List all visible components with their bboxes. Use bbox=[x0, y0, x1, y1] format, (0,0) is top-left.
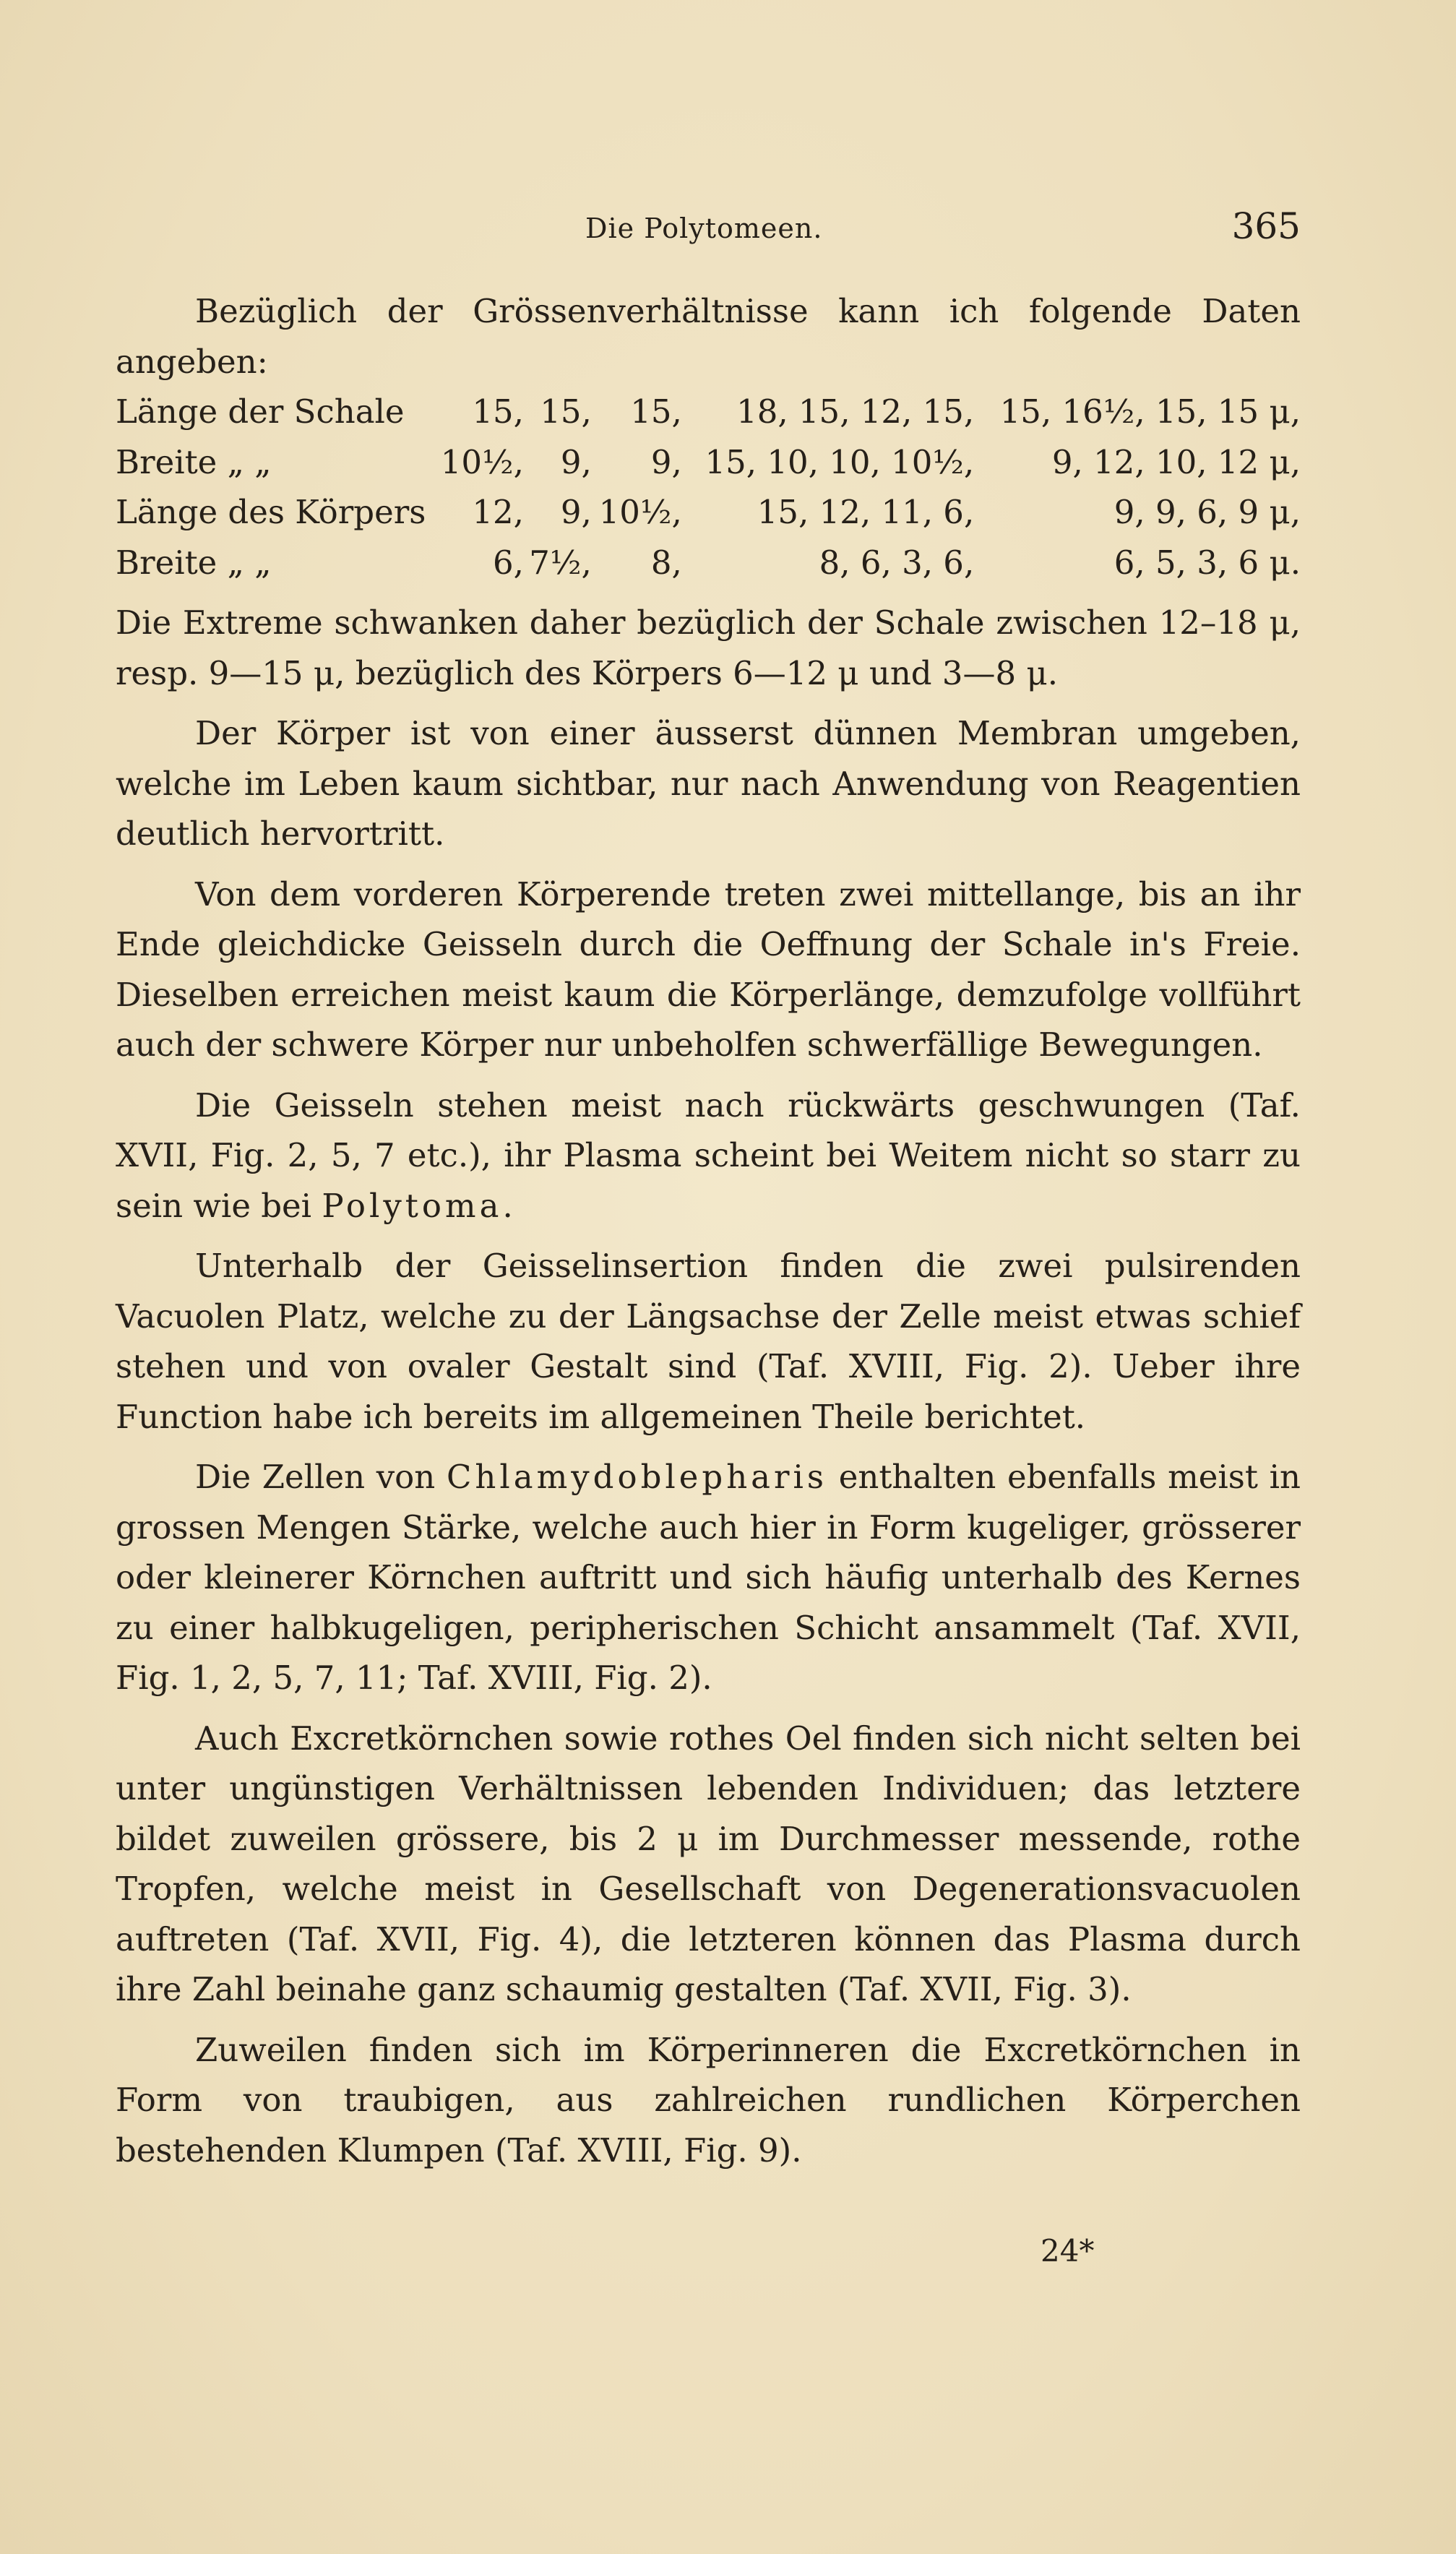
row-label: Länge der Schale bbox=[116, 392, 405, 431]
table-cell: 8, bbox=[650, 543, 682, 582]
table-cell: 9, bbox=[650, 442, 682, 481]
table-cell: 15, bbox=[472, 392, 524, 431]
body-text bbox=[116, 286, 1301, 2175]
genus-name: Polytoma bbox=[322, 1186, 503, 1225]
paragraph-starch bbox=[116, 1452, 1301, 1703]
genus-name: Chlamydoblepharis bbox=[446, 1458, 828, 1496]
paragraph-clumps: Zuweilen finden sich im Körperinneren die Excretkörnchen in Form von traubigen, aus zahlreichen rundlichen Körperchen bestehenden Klumpen (Taf. XVIII, Fig. 9). bbox=[116, 2030, 1301, 2170]
table-cell: 6, 5, 3, 6 μ. bbox=[1113, 543, 1301, 582]
table-row bbox=[116, 487, 1301, 538]
table-cell: 8, 6, 3, 6, bbox=[819, 543, 975, 582]
page-header bbox=[116, 205, 1301, 249]
table-cell: 9, 12, 10, 12 μ, bbox=[1051, 442, 1301, 481]
paragraph-plasma bbox=[116, 1080, 1301, 1231]
paragraph-vacuoles: Unterhalb der Geisselinsertion finden die zwei pulsirenden Vacuolen Platz, welche zu der Längsachse der Zelle meist etwas schief stehen und von ovaler Gestalt sind (Taf. XVIII, Fig. 2). Ueber ihre Function habe ich bereits im allgemeinen Theile berichtet. bbox=[116, 1247, 1301, 1436]
paragraph-text: Die Zellen von bbox=[195, 1458, 436, 1496]
row-label: Länge des Körpers bbox=[116, 493, 426, 531]
table-cell: 10½, bbox=[598, 493, 682, 531]
table-cell: 9, bbox=[560, 493, 592, 531]
table-cell: 15, bbox=[630, 392, 682, 431]
table-cell: 15, 10, 10, 10½, bbox=[705, 442, 975, 481]
table-cell: 18, 15, 12, 15, bbox=[736, 392, 975, 431]
table-cell: 9, 9, 6, 9 μ, bbox=[1113, 493, 1301, 531]
paragraph-text: Die Geisseln stehen meist nach rückwärts geschwungen (Taf. XVII, Fig. 2, 5, 7 etc.), ihr Plasma scheint bei Weitem nicht so starr zu sein wie bei bbox=[116, 1085, 1301, 1225]
paragraph-text: enthalten ebenfalls meist in grossen Mengen Stärke, welche auch hier in Form kugeliger, grösserer oder kleinerer Körnchen auftritt und sich häufig unterhalb des Kernes zu einer halbkugeligen, peripherischen Schicht ansammelt (Taf. XVII, Fig. 1, 2, 5, 7, 11; Taf. XVIII, Fig. 2). bbox=[116, 1458, 1301, 1697]
table-cell: 15, 12, 11, 6, bbox=[757, 493, 975, 531]
table-cell: 12, bbox=[472, 493, 524, 531]
table-cell: 7½, bbox=[529, 543, 592, 582]
table-cell: 6, bbox=[493, 543, 524, 582]
intro-paragraph: Bezüglich der Grössenverhältnisse kann ich folgende Daten angeben: bbox=[116, 292, 1301, 381]
measurements-table bbox=[116, 387, 1301, 588]
table-row bbox=[116, 437, 1301, 488]
paragraph-excret: Auch Excretkörnchen sowie rothes Oel finden sich nicht selten bei unter ungünstigen Verhältnissen lebenden Individuen; das letztere bildet zuweilen grössere, bis 2 μ im Durchmesser messende, rothe Tropfen, welche meist in Gesellschaft von Degenerationsvacuolen auftreten (Taf. XVII, Fig. 4), die letzteren können das Plasma durch ihre Zahl beinahe ganz schaumig gestalten (Taf. XVII, Fig. 3). bbox=[116, 1719, 1301, 2008]
paragraph-extremes: Die Extreme schwanken daher bezüglich der Schale zwischen 12–18 μ, resp. 9—15 μ, bezüglich des Körpers 6—12 μ und 3—8 μ. bbox=[116, 603, 1301, 692]
paragraph-membrane: Der Körper ist von einer äusserst dünnen Membran umgeben, welche im Leben kaum sichtbar, nur nach Anwendung von Reagentien deutlich hervortritt. bbox=[116, 714, 1301, 853]
paragraph-text: . bbox=[502, 1186, 513, 1225]
table-row bbox=[116, 387, 1301, 437]
row-label: Breite „ „ bbox=[116, 543, 272, 582]
table-cell: 15, 16½, 15, 15 μ, bbox=[999, 392, 1301, 431]
row-label: Breite „ „ bbox=[116, 442, 272, 481]
running-title: Die Polytomeen. bbox=[585, 212, 823, 244]
paragraph-flagella: Von dem vorderen Körperende treten zwei mittellange, bis an ihr Ende gleichdicke Geisseln durch die Oeffnung der Schale in's Freie. Dieselben erreichen meist kaum die Körperlänge, demzufolge vollführt auch der schwere Körper nur unbeholfen schwerfällige Bewegungen. bbox=[116, 874, 1301, 1064]
table-cell: 9, bbox=[560, 442, 592, 481]
table-cell: 10½, bbox=[440, 442, 524, 481]
signature-mark: 24* bbox=[1041, 2233, 1095, 2269]
table-row bbox=[116, 538, 1301, 588]
table-cell: 15, bbox=[540, 392, 592, 431]
page-number: 365 bbox=[1231, 205, 1301, 247]
